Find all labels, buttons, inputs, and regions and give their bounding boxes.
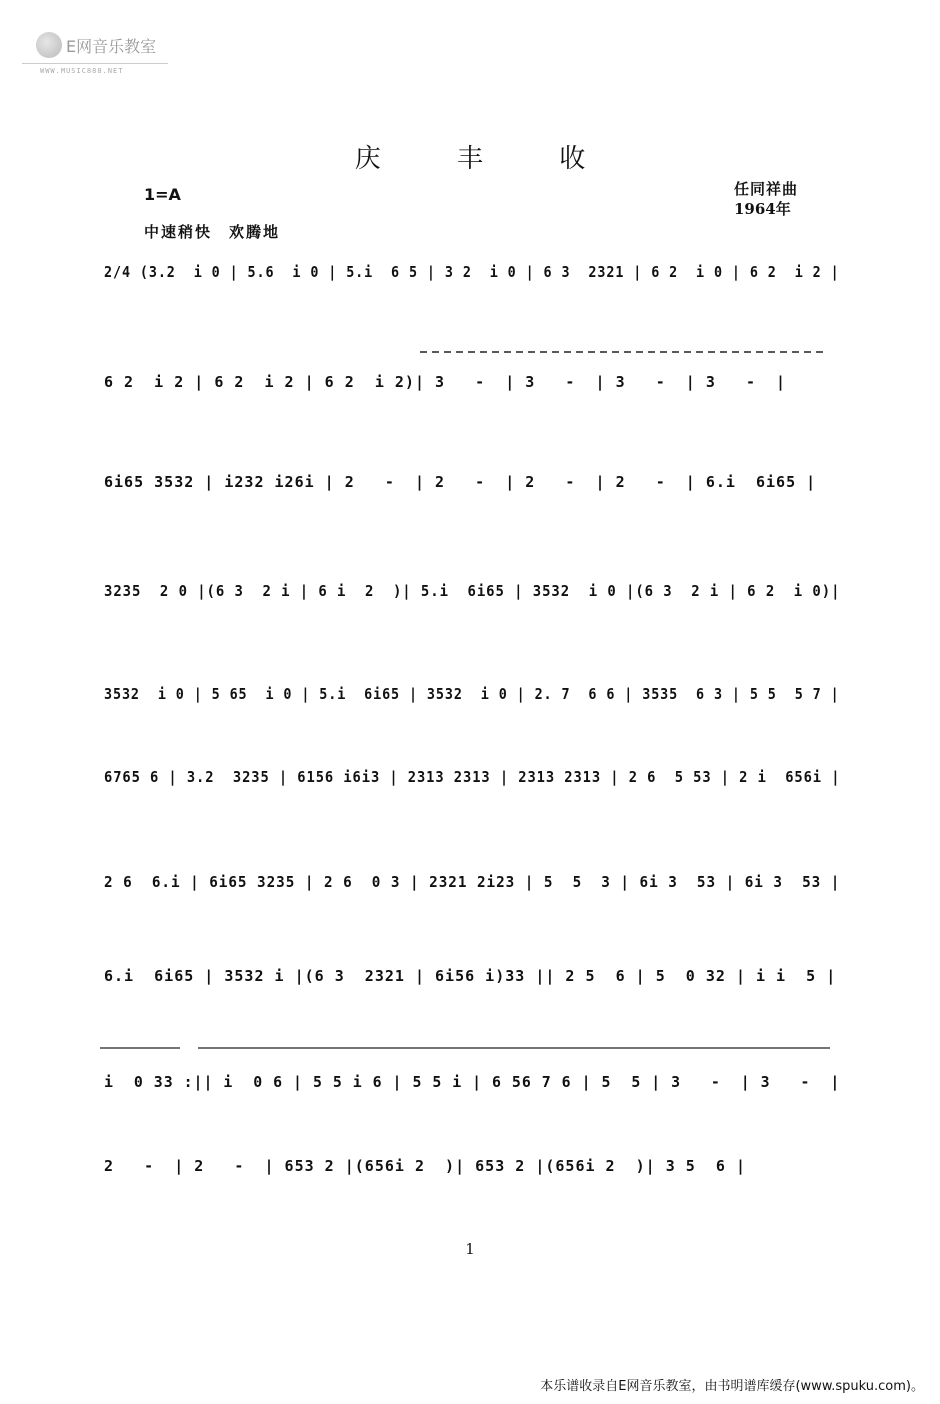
notation-text: 6765 6 | 3.2 3235 | 6156 i6i3 | 2313 2313 | 2313 2313 | 2 6 5 53 | 2 i 656i |: [104, 768, 841, 786]
notation-text: 6.i 6i65 | 3532 i |(6 3 2321 | 6i56 i)33 || 2 5 6 | 5 0 32 | i i 5 |: [104, 967, 837, 985]
composer-credit: 任同祥曲: [734, 180, 799, 198]
logo-brand-text: E网音乐教室: [66, 37, 157, 56]
composition-year: 1964年: [734, 200, 791, 218]
score-line: [104, 248, 840, 296]
tempo-marking: 中速稍快 欢腾地: [144, 223, 281, 241]
score-line: [104, 753, 840, 801]
score-line: [104, 358, 840, 406]
music-note-icon: [36, 32, 62, 58]
notation-text: 6i65 3532 | i232 i26i | 2 - | 2 - | 2 - | 2 - | 6.i 6i65 |: [104, 473, 817, 491]
logo-divider: [22, 63, 168, 64]
notation-text: 2 - | 2 - | 653 2 |(656i 2 )| 653 2 |(656i 2 )| 3 5 6 |: [104, 1157, 746, 1175]
key-signature: 1=A: [144, 185, 181, 204]
score-line: [104, 1142, 840, 1190]
score-line: [104, 567, 840, 615]
source-footer: 本乐谱收录自E网音乐教室，由书明谱库缓存(www.spuku.com)。: [540, 1379, 924, 1394]
notation-text: 6 2 i 2 | 6 2 i 2 | 6 2 i 2)| 3 - | 3 - | 3 - | 3 - |: [104, 373, 787, 391]
score-title: 庆 丰 收: [354, 144, 620, 174]
notation-text: 2/4 (3.2 i 0 | 5.6 i 0 | 5.i 6 5 | 3 2 i 0 | 6 3 2321 | 6 2 i 0 | 6 2 i 2 |: [104, 263, 840, 281]
notation-text: 3235 2 0 |(6 3 2 i | 6 i 2 )| 5.i 6i65 | 3532 i 0 |(6 3 2 i | 6 2 i 0)|: [104, 582, 841, 600]
logo-url-text: WWW.MUSIC888.NET: [40, 67, 124, 75]
score-line: [104, 458, 840, 506]
score-line: [104, 952, 840, 1000]
score-line: [104, 1058, 840, 1106]
score-line: [104, 858, 840, 906]
notation-text: 3532 i 0 | 5 65 i 0 | 5.i 6i65 | 3532 i 0 | 2. 7 6 6 | 3535 6 3 | 5 5 5 7 |: [104, 685, 840, 703]
page-number: 1: [465, 1240, 475, 1258]
score-line: [104, 670, 840, 718]
site-logo: [22, 30, 172, 82]
notation-text: i 0 33 :|| i 0 6 | 5 5 i 6 | 5 5 i | 6 56 7 6 | 5 5 | 3 - | 3 - |: [104, 1073, 841, 1091]
notation-text: 2 6 6.i | 6i65 3235 | 2 6 0 3 | 2321 2i23 | 5 5 3 | 6i 3 53 | 6i 3 53 |: [104, 873, 841, 891]
